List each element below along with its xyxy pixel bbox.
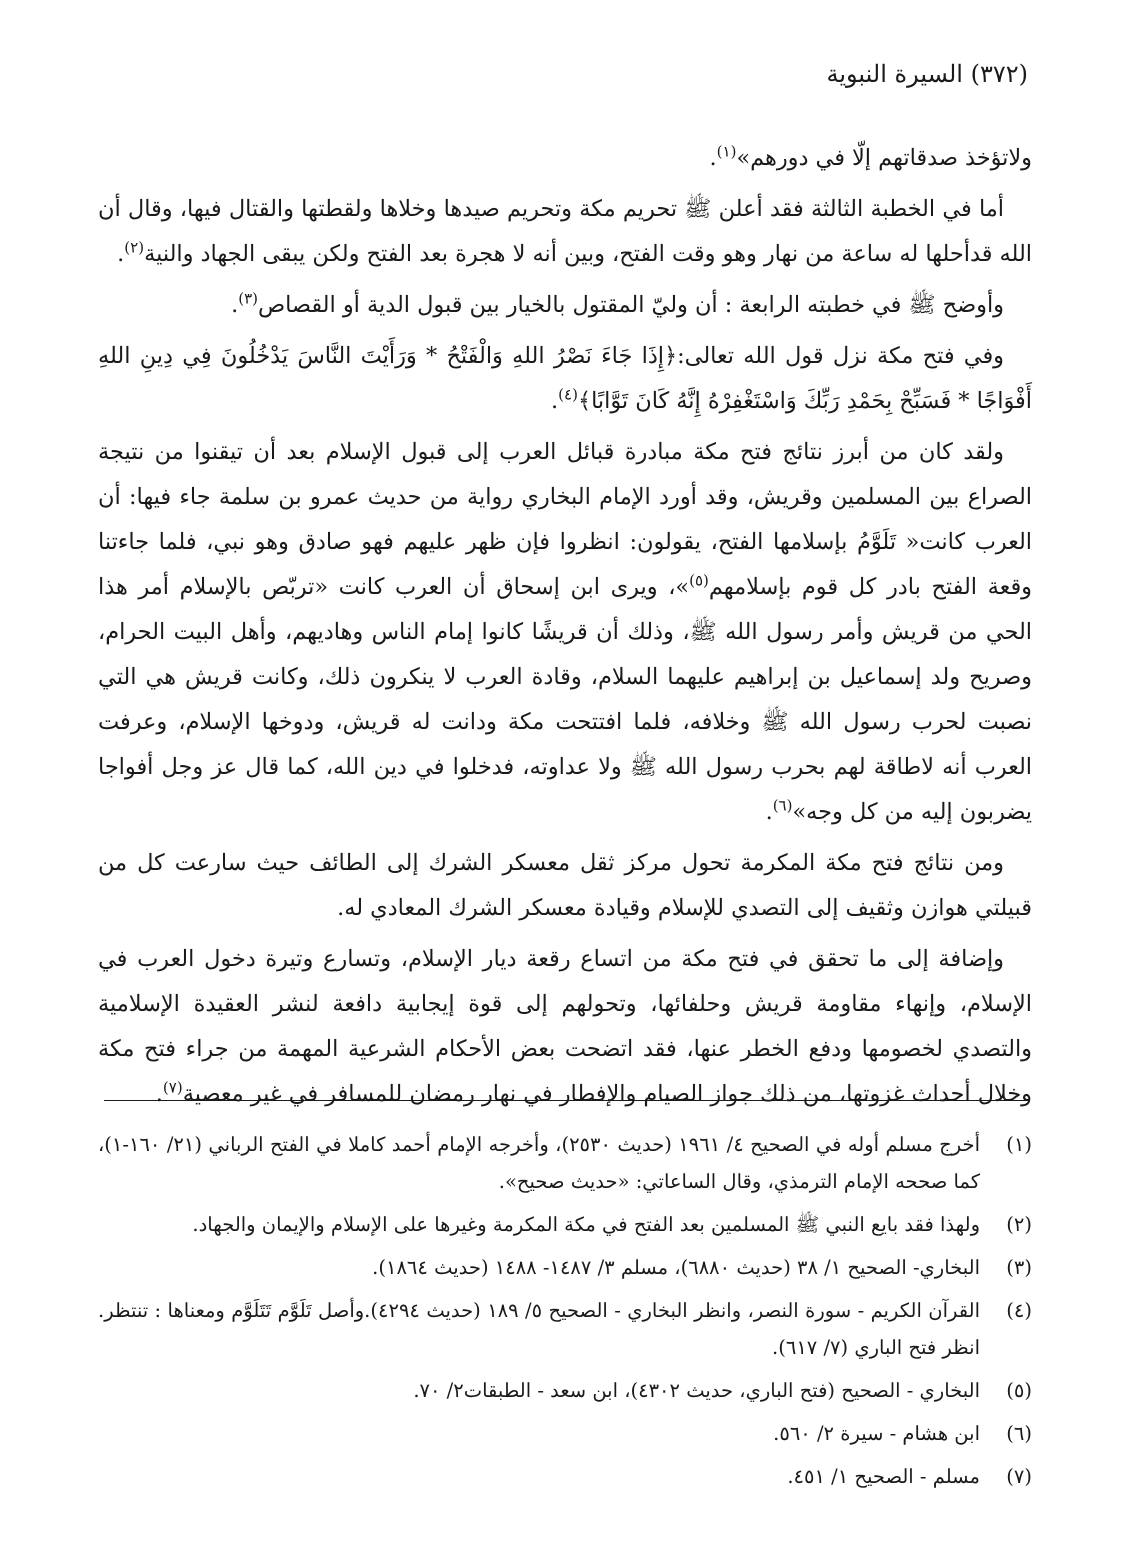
footnote-6 xyxy=(98,1415,1032,1452)
footnote-number: (٥) xyxy=(1006,1379,1032,1402)
footnote-3 xyxy=(98,1249,1032,1286)
footnote-ref[interactable]: (٧) xyxy=(162,1078,183,1097)
footnote-1 xyxy=(98,1126,1032,1200)
footnote-4 xyxy=(98,1292,1032,1366)
footnote-7 xyxy=(98,1458,1032,1495)
running-head: (٣٧٢) السيرة النبوية xyxy=(826,60,1028,88)
paragraph-3: وأوضح ﷺ في خطبته الرابعة : أن وليّ المقتول بالخيار بين قبول الدية أو القصاص$^{(٣)}$. xyxy=(231,289,1004,318)
footnote-number: (٢) xyxy=(1006,1213,1032,1236)
footnotes xyxy=(98,1126,1032,1501)
footnote-number: (٣) xyxy=(1006,1256,1032,1279)
footnote-ref[interactable]: (١) xyxy=(716,142,737,161)
footnote-text: مسلم - الصحيح ١/ ٤٥١. xyxy=(787,1465,980,1488)
main-text xyxy=(98,136,1032,1123)
paragraph-4-quran: وفي فتح مكة نزل قول الله تعالى:﴿إِذَا جَاءَ نَصْرُ اللهِ وَالْفَتْحُ * وَرَأَيْتَ النَّاسَ يَدْخُلُونَ فِي دِينِ اللهِ أَفْوَاجًا * فَسَبِّحْ بِحَمْدِ رَبِّكَ وَاسْتَغْفِرْهُ إِنَّهُ كَانَ تَوَّابًا﴾$^{(٤)}$. xyxy=(98,343,1032,414)
paragraph-5: ولقد كان من أبرز نتائج فتح مكة مبادرة قبائل العرب إلى قبول الإسلام بعد أن تيقنوا من نتيجة الصراع بين المسلمين وقريش، وقد أورد الإمام البخاري رواية من حديث عمرو بن سلمة جاء فيها: أن العرب كانت« تَلَوَّمُ بإسلامها الفتح، يقولون: انظروا فإن ظهر عليهم فهو صادق وهو نبي، فلما جاءتنا وقعة الفتح بادر كل قوم بإسلامهم$^{(٥)}$»، ويرى ابن إسحاق أن العرب كانت «تربّص بالإسلام أمر هذا الحي من قريش وأمر رسول الله ﷺ، وذلك أن قريشًا كانوا إمام الناس وهاديهم، وأهل البيت الحرام، وصريح ولد إسماعيل بن إبراهيم عليهما السلام، وقادة العرب لا ينكرون ذلك، وكانت قريش هي التي نصبت لحرب رسول الله ﷺ وخلافه، فلما افتتحت مكة ودانت له قريش، ودوخها الإسلام، وعرفت العرب أنه لاطاقة لهم بحرب رسول الله ﷺ ولا عداوته، فدخلوا في دين الله، كما قال عز وجل أفواجا يضربون إليه من كل وجه»$^{(٦)}$. xyxy=(98,439,1032,825)
footnote-ref[interactable]: (٤) xyxy=(558,385,578,404)
footnote-text: ابن هشام - سيرة ٢/ ٥٦٠. xyxy=(773,1422,980,1445)
footnote-text: أخرج مسلم أوله في الصحيح ٤/ ١٩٦١ (حديث ٢٥٣٠)، وأخرجه الإمام أحمد كاملا في الفتح الرباني (٢١/ ١٦٠-١)، كما صححه الإمام الترمذي، وقال الساعاتي: «حديث صحيح». xyxy=(98,1133,980,1193)
paragraph-1: ولاتؤخذ صدقاتهم إلّا في دورهم»$^{(١)}$. xyxy=(709,142,1032,171)
footnote-text: ولهذا فقد بايع النبي ﷺ المسلمين بعد الفتح في مكة المكرمة وغيرها على الإسلام والإيمان والجهاد. xyxy=(192,1213,980,1236)
footnote-ref[interactable]: (٣) xyxy=(238,289,259,308)
footnote-text: البخاري - الصحيح (فتح الباري، حديث ٤٣٠٢)، ابن سعد - الطبقات٢/ ٧٠. xyxy=(413,1379,980,1402)
footnote-5 xyxy=(98,1372,1032,1409)
footnote-ref[interactable]: (٦) xyxy=(772,796,793,815)
footnote-number: (٤) xyxy=(1006,1299,1032,1322)
footnote-number: (١) xyxy=(1006,1133,1032,1156)
paragraph-6: ومن نتائج فتح مكة المكرمة تحول مركز ثقل معسكر الشرك إلى الطائف حيث سارعت كل من قبيلتي هوازن وثقيف إلى التصدي للإسلام وقيادة معسكر الشرك المعادي له. xyxy=(98,850,1032,921)
footnote-2 xyxy=(98,1206,1032,1243)
footnote-number: (٧) xyxy=(1006,1465,1032,1488)
footnote-divider xyxy=(104,1100,1030,1101)
paragraph-7: وإضافة إلى ما تحقق في فتح مكة من اتساع رقعة ديار الإسلام، وتسارع وتيرة دخول العرب في الإسلام، وإنهاء مقاومة قريش وحلفائها، وتحولهم إلى قوة إيجابية دافعة لنشر العقيدة الإسلامية والتصدي لخصومها ودفع الخطر عنها، فقد اتضحت بعض الأحكام الشرعية المهمة من جراء فتح مكة وخلال أحداث غزوتها، من ذلك جواز الصيام والإفطار في نهار رمضان للمسافر في غير معصية$^{(٧)}$. xyxy=(98,946,1032,1107)
paragraph-2: أما في الخطبة الثالثة فقد أعلن ﷺ تحريم مكة وتحريم صيدها وخلاها ولقطتها والقتال فيها، وقال أن الله قدأحلها له ساعة من نهار وهو وقت الفتح، وبين أنه لا هجرة بعد الفتح ولكن يبقى الجهاد والنية$^{(٢)}$. xyxy=(98,196,1032,267)
footnote-text: القرآن الكريم - سورة النصر، وانظر البخاري - الصحيح ٥/ ١٨٩ (حديث ٤٢٩٤).وأصل تَلَوَّم تَتَلَوَّم ومعناها : تنتظر. انظر فتح الباري (٧/ ٦١٧). xyxy=(98,1299,980,1359)
footnote-ref[interactable]: (٥) xyxy=(689,571,709,590)
footnote-text: البخاري- الصحيح ١/ ٣٨ (حديث ٦٨٨٠)، مسلم ٣/ ١٤٨٧- ١٤٨٨ (حديث ١٨٦٤). xyxy=(372,1256,980,1279)
footnote-ref[interactable]: (٢) xyxy=(124,238,145,257)
footnote-number: (٦) xyxy=(1006,1422,1032,1445)
